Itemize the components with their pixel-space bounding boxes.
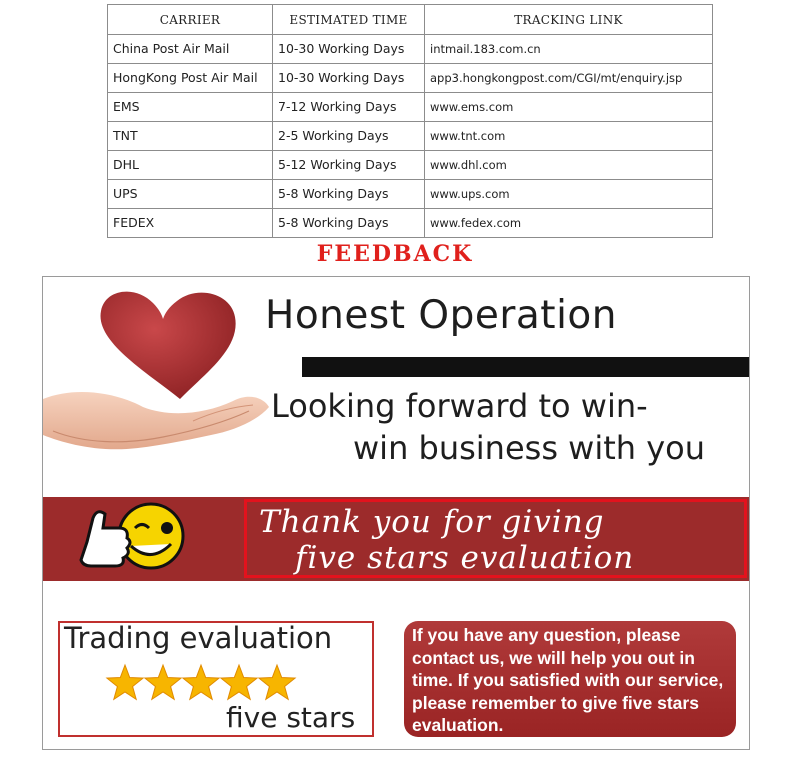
time-cell: 7-12 Working Days (273, 93, 425, 122)
time-cell: 10-30 Working Days (273, 35, 425, 64)
question-box (404, 621, 736, 737)
carrier-cell: China Post Air Mail (108, 35, 273, 64)
time-cell: 5-8 Working Days (273, 209, 425, 238)
star-icon (259, 665, 295, 699)
table-row (108, 209, 713, 238)
trading-evaluation-title: Trading evaluation (64, 621, 333, 655)
header-carrier: CARRIER (108, 5, 273, 35)
time-cell: 2-5 Working Days (273, 122, 425, 151)
carrier-cell: FEDEX (108, 209, 273, 238)
feedback-banner (42, 276, 750, 750)
time-cell: 10-30 Working Days (273, 64, 425, 93)
carrier-cell: EMS (108, 93, 273, 122)
star-icon (221, 665, 257, 699)
carrier-cell: DHL (108, 151, 273, 180)
tracking-link[interactable]: www.tnt.com (425, 122, 713, 151)
carrier-cell: TNT (108, 122, 273, 151)
tracking-link[interactable]: www.fedex.com (425, 209, 713, 238)
tracking-link[interactable]: www.ups.com (425, 180, 713, 209)
star-icon (145, 665, 181, 699)
table-row (108, 151, 713, 180)
table-row (108, 64, 713, 93)
thumbs-up-emoji-icon (73, 498, 193, 582)
thank-you-box (244, 499, 747, 578)
forward-text-line1: Looking forward to win- (271, 387, 648, 425)
table-row (108, 180, 713, 209)
table-row (108, 122, 713, 151)
time-cell: 5-12 Working Days (273, 151, 425, 180)
thank-you-line1: Thank you for giving (259, 504, 605, 540)
thank-you-line2: five stars evaluation (295, 540, 635, 576)
tracking-link[interactable]: intmail.183.com.cn (425, 35, 713, 64)
star-icon (107, 665, 143, 699)
carrier-cell: UPS (108, 180, 273, 209)
header-estimated-time: ESTIMATED TIME (273, 5, 425, 35)
shipping-table (107, 4, 713, 238)
five-stars-label: five stars (226, 701, 356, 734)
heart-hands-icon (43, 281, 273, 481)
time-cell: 5-8 Working Days (273, 180, 425, 209)
table-header-row (108, 5, 713, 35)
tracking-link[interactable]: app3.hongkongpost.com/CGI/mt/enquiry.jsp (425, 64, 713, 93)
forward-text-line2: win business with you (353, 429, 706, 467)
five-stars-icon (105, 663, 305, 703)
honest-operation-text: Honest Operation (265, 293, 617, 338)
header-tracking-link: TRACKING LINK (425, 5, 713, 35)
table-row (108, 93, 713, 122)
question-text: If you have any question, please contact us, we will help you out in time. If you satisfied with our service, please remember to give five stars evaluation. (412, 625, 724, 735)
trading-evaluation-box (58, 621, 374, 737)
tracking-link[interactable]: www.ems.com (425, 93, 713, 122)
table-row (108, 35, 713, 64)
feedback-title: FEEDBACK (316, 241, 474, 267)
divider-bar (302, 357, 750, 377)
star-icon (183, 665, 219, 699)
carrier-cell: HongKong Post Air Mail (108, 64, 273, 93)
tracking-link[interactable]: www.dhl.com (425, 151, 713, 180)
